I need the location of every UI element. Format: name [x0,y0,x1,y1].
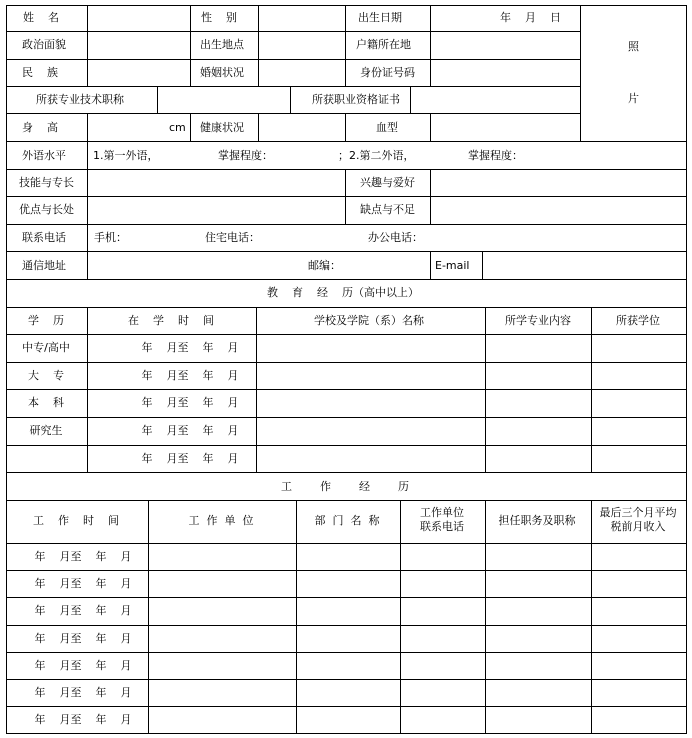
work-row-field[interactable] [297,544,399,569]
address-field[interactable] [88,252,429,278]
vocational-cert-label: 所获职业资格证书 [312,93,400,106]
rule-line [410,86,411,114]
work-row-field[interactable] [401,653,484,678]
hobbies-field[interactable] [431,170,685,196]
work-col-department: 部 门 名 称 [314,514,380,527]
ethnicity-field[interactable] [88,60,189,85]
work-row-period: 年 月至 年 月 [34,632,132,645]
work-row-period: 年 月至 年 月 [34,713,132,726]
id-number-label: 身份证号码 [360,66,415,79]
strengths-field[interactable] [88,197,344,223]
edu-major-field[interactable] [486,390,590,416]
rule-line [430,251,431,280]
edu-major-field[interactable] [486,335,590,361]
edu-row-period: 年 月至 年 月 [141,452,239,465]
edu-major-field[interactable] [486,418,590,444]
rule-line [157,86,158,114]
work-row-period: 年 月至 年 月 [34,686,132,699]
work-row-field[interactable] [592,680,685,705]
name-field[interactable] [88,6,189,30]
proficiency-2: 掌握程度： [468,149,523,162]
rule-line [258,113,259,142]
name-label: 姓 名 [23,11,59,24]
language-field[interactable] [88,142,685,168]
hukou-label: 户籍所在地 [356,38,411,51]
home-phone-label: 住宅电话： [205,231,260,244]
work-row-field[interactable] [592,626,685,651]
photo-label: 照 [628,40,639,53]
language-label: 外语水平 [22,149,66,162]
work-row-field[interactable] [401,680,484,705]
work-row-field[interactable] [592,571,685,596]
work-row-period: 年 月至 年 月 [34,550,132,563]
edu-degree-field[interactable] [592,446,685,472]
edu-row-period: 年 月至 年 月 [141,341,239,354]
work-row-field[interactable] [486,626,590,651]
politics-label: 政治面貌 [22,38,66,51]
edu-major-field[interactable] [486,446,590,472]
work-row-field[interactable] [297,598,399,623]
email-field[interactable] [483,252,685,278]
rule-line [6,472,687,473]
weaknesses-field[interactable] [431,197,685,223]
weaknesses-label: 缺点与不足 [360,203,415,216]
work-row-field[interactable] [592,653,685,678]
tech-title-label: 所获专业技术职称 [36,93,124,106]
work-row-field[interactable] [297,680,399,705]
rule-line [345,169,346,225]
work-row-field[interactable] [297,571,399,596]
work-row-field[interactable] [592,598,685,623]
photo-label: 片 [628,92,639,105]
work-row-field[interactable] [149,680,295,705]
hukou-field[interactable] [431,32,579,58]
mobile-label: 手机： [94,231,127,244]
edu-row-degree: 大 专 [28,369,64,382]
work-row-field[interactable] [297,653,399,678]
work-row-field[interactable] [486,598,590,623]
marital-label: 婚姻状况 [200,66,244,79]
rule-line [6,224,687,225]
rule-line [6,86,581,87]
birth-date-format: 年 月 日 [500,11,561,24]
edu-col-major: 所学专业内容 [505,314,571,327]
edu-degree-field[interactable] [592,335,685,361]
rule-line [6,113,581,114]
rule-line [345,5,346,87]
edu-degree-field[interactable] [592,418,685,444]
office-phone-label: 办公电话： [368,231,423,244]
work-col-position: 担任职务及职称 [498,514,576,527]
work-row-field[interactable] [401,571,484,596]
birthplace-label: 出生地点 [200,38,244,51]
rule-line [6,500,687,501]
rule-line [290,86,291,114]
work-row-field[interactable] [401,598,484,623]
skills-field[interactable] [88,170,344,196]
work-row-field[interactable] [592,707,685,732]
work-col-period: 工 作 时 间 [33,514,119,527]
birthplace-field[interactable] [259,32,344,58]
blood-type-label: 血型 [376,121,398,134]
hobbies-label: 兴趣与爱好 [360,176,415,189]
rule-line [87,307,88,473]
gender-field[interactable] [259,6,344,30]
strengths-label: 优点与长处 [19,203,74,216]
work-row-field[interactable] [401,707,484,732]
politics-field[interactable] [88,32,189,58]
edu-major-field[interactable] [486,363,590,389]
skills-label: 技能与专长 [19,176,74,189]
edu-col-period: 在 学 时 间 [128,314,214,327]
height-label: 身 高 [22,121,58,134]
edu-col-degree-obtained: 所获学位 [616,314,660,327]
edu-school-field[interactable] [257,390,484,416]
address-label: 通信地址 [22,259,66,272]
birth-date-label: 出生日期 [358,11,402,24]
education-title: 教 育 经 历（高中以上） [267,286,419,299]
work-row-field[interactable] [486,571,590,596]
id-number-field[interactable] [431,60,579,85]
edu-school-field[interactable] [257,446,484,472]
edu-row-period: 年 月至 年 月 [141,369,239,382]
work-row-field[interactable] [149,571,295,596]
work-col-contact: 工作单位 联系电话 [420,506,464,533]
work-col-employer: 工 作 单 位 [188,514,254,527]
rule-line [190,5,191,87]
work-row-field[interactable] [486,544,590,569]
ethnicity-label: 民 族 [22,66,58,79]
phone-label: 联系电话 [22,231,66,244]
edu-degree-field[interactable] [592,363,685,389]
work-row-period: 年 月至 年 月 [34,604,132,617]
photo-area[interactable] [581,6,685,140]
postcode-label: 邮编： [308,259,341,272]
work-col-income: 最后三个月平均 税前月收入 [599,506,677,533]
work-row-field[interactable] [401,544,484,569]
edu-row-degree: 中专/高中 [22,341,70,354]
work-row-field[interactable] [149,598,295,623]
work-row-period: 年 月至 年 月 [34,577,132,590]
proficiency-1: 掌握程度： [218,149,273,162]
marital-field[interactable] [259,60,344,85]
health-label: 健康状况 [200,121,244,134]
rule-line [6,307,687,308]
edu-row-period: 年 月至 年 月 [141,424,239,437]
edu-row-period: 年 月至 年 月 [141,396,239,409]
work-row-field[interactable] [297,707,399,732]
edu-school-field[interactable] [257,363,484,389]
edu-school-field[interactable] [257,335,484,361]
height-unit: cm [169,121,186,134]
work-row-field[interactable] [486,707,590,732]
rule-line [6,733,687,734]
work-row-field[interactable] [486,653,590,678]
rule-line [345,113,346,142]
work-row-field[interactable] [401,626,484,651]
edu-col-school: 学校及学院（系）名称 [314,314,424,327]
edu-col-degree: 学 历 [28,314,64,327]
edu-row-degree: 研究生 [29,424,63,437]
edu-row-degree: 本 科 [28,396,64,409]
edu-degree-field[interactable] [592,390,685,416]
second-language: ；2.第二外语， [338,149,415,162]
email-label: E-mail [435,259,470,272]
work-title: 工 作 经 历 [281,480,409,493]
rule-line [190,113,191,142]
work-row-field[interactable] [149,626,295,651]
work-row-period: 年 月至 年 月 [34,659,132,672]
rule-line [87,113,88,142]
first-language: 1.第一外语， [93,149,159,162]
gender-label: 性 别 [201,11,237,24]
work-row-field[interactable] [486,680,590,705]
rule-line [6,279,687,280]
work-row-field[interactable] [592,544,685,569]
rule-line [430,113,431,142]
work-row-field[interactable] [149,653,295,678]
work-row-field[interactable] [149,707,295,732]
edu-school-field[interactable] [257,418,484,444]
work-row-field[interactable] [297,626,399,651]
work-row-field[interactable] [149,544,295,569]
